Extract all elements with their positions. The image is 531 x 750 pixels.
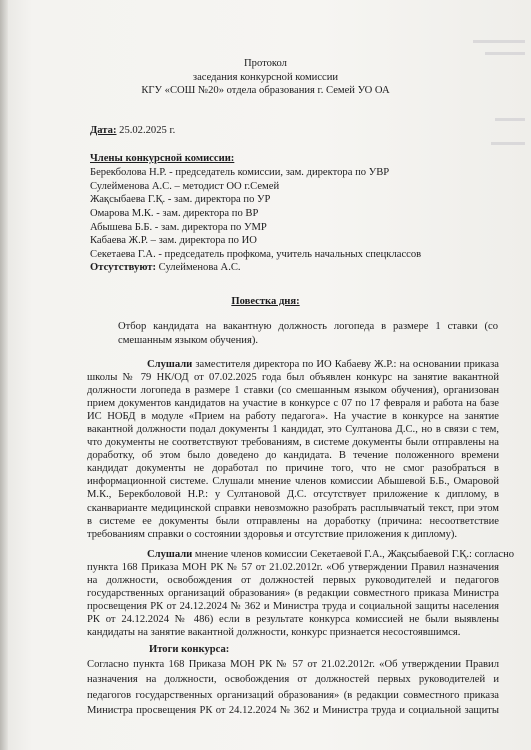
date-value: 25.02.2025 г. (119, 125, 176, 136)
heard-line: ИС НОБД в модуле «Прием на работу педагога». На участие в конкурсе на занятие (87, 411, 499, 423)
bleed-through-mark (495, 118, 525, 121)
heard-line: должности логопеда в размере 1 ставки (со смешанным языком обучения), организован (87, 385, 499, 397)
agenda-text-line: Отбор кандидата на вакантную должность логопеда в размере 1 ставки (со (118, 321, 498, 332)
heard-line: Слушали заместителя директора по ИО Кабаеву Ж.Р.: на основании приказа (147, 359, 499, 370)
member-item: Омарова М.К. - зам. директора по ВР (90, 208, 259, 219)
absent-value: Сулейменова А.С. (158, 262, 241, 273)
heard-line: государственных организаций образования» (в редакции совместного приказа Министра (87, 588, 499, 600)
page-edge-shadow (0, 0, 8, 750)
bleed-through-mark (491, 142, 525, 145)
date-label: Дата: (90, 125, 117, 136)
bleed-through-mark (485, 52, 525, 55)
heard-line: школы № 79 НК/ОД от 07.02.2025 года был объявлен конкурс на занятие вакантной (87, 372, 499, 384)
heard-line: Слушали мнение членов комиссии Секетаевой Г.А., Жақсыбаевой Г.Қ.: согласно (147, 549, 515, 560)
protocol-title: Протокол (244, 58, 287, 69)
heard-label: Слушали (147, 549, 193, 560)
results-label: Итоги конкурса: (149, 644, 230, 655)
heard-line: в системе ее документы были отправлены на доработку (причина: несоответствие (87, 515, 499, 527)
heard-line: кандидат документы не доработал по причине того, что не смог разобраться в (87, 463, 499, 475)
heard-line: доработку, об этом было доведено до кандидата. В течение положенного времени (87, 450, 499, 462)
meeting-date (90, 124, 175, 137)
heard-label: Слушали (147, 359, 193, 370)
heard-line: РК от 24.12.2024 № 486) если в результате конкурса комиссией не были выявлены (87, 614, 499, 626)
absent-line (90, 261, 241, 274)
absent-label: Отсутствуют: (90, 262, 157, 273)
heard-line: кандидаты на занятие вакантной должности, конкурс признается несостоявшимся. (87, 627, 461, 639)
heard-line: пункта 168 Приказа МОН РК № 57 от 21.02.2012г. «Об утверждении Правил назначения (87, 562, 499, 574)
protocol-subtitle: заседания конкурсной комиссии (192, 72, 339, 83)
results-line: педагогов государственных организаций образования» (в редакции совместного приказа (87, 689, 499, 701)
members-heading: Члены конкурсной комиссии: (90, 153, 235, 164)
member-item: Кабаева Ж.Р. – зам. директора по ИО (90, 235, 257, 246)
heard-line: вакантной должности подал документы 1 кандидат, это Султанова Д.С., но в связи с тем, (87, 424, 499, 436)
results-section (87, 657, 499, 719)
member-item: Сулейменова А.С. – методист ОО г.Семей (90, 181, 280, 192)
member-item: Жақсыбаева Г.Қ. - зам. директора по УР (90, 194, 271, 205)
member-item: Берекболова Н.Р. - председатель комиссии, зам. директора по УВР (90, 167, 390, 178)
bleed-through-mark (473, 40, 525, 43)
heard-section-1 (87, 358, 499, 541)
heard-line: просвещения РК от 24.12.2024 № 362 и Министра труда и социальной защиты населения (87, 601, 499, 613)
heard-line: на должности, освобождения от должностей первых руководителей и педагогов (87, 575, 499, 587)
agenda-heading: Повестка дня: (231, 296, 300, 307)
heard-line: прием документов кандидатов на участие в конкурсе с 07 по 17 февраля и работа на базе (87, 398, 499, 410)
results-line: назначения на должности, освобождения от должностей первых руководителей и (87, 674, 499, 686)
agenda-text-line: смешанным языком обучения). (118, 335, 259, 346)
heard-line: что документы не соответствуют требованиям, в системе документы были отправлены на (87, 437, 499, 449)
heard-section-2 (87, 548, 515, 639)
results-line: Согласно пункта 168 Приказа МОН РК № 57 от 21.02.2012г. «Об утверждении Правил (87, 659, 499, 670)
member-item: Секетаева Г.А. - председатель профкома, учитель начальных спецклассов (90, 249, 422, 260)
heard-line: требованиям справки о состоянии здоровья и отсутствие приложения к диплому). (87, 528, 458, 540)
heard-line: информационной системе. Слушали мнение членов комиссии Абышевой Б.Б., Омаровой (87, 476, 499, 488)
results-line: Министра просвещения РК от 24.12.2024 № 362 и Министра труда и социальной защиты (87, 705, 499, 717)
heard-line: М.К., Берекболовой Н.Р.: у Султановой Д.С. отсутствует приложение к диплому, в (87, 489, 499, 501)
heard-line: сканварианте медицинской справки невозможно разобрать расплывчатый текст, при этом (87, 502, 499, 514)
member-item: Абышева Б.Б. - зам. директора по УМР (90, 222, 267, 233)
organization-name: КГУ «СОШ №20» отдела образования г. Семей УО ОА (141, 85, 390, 96)
